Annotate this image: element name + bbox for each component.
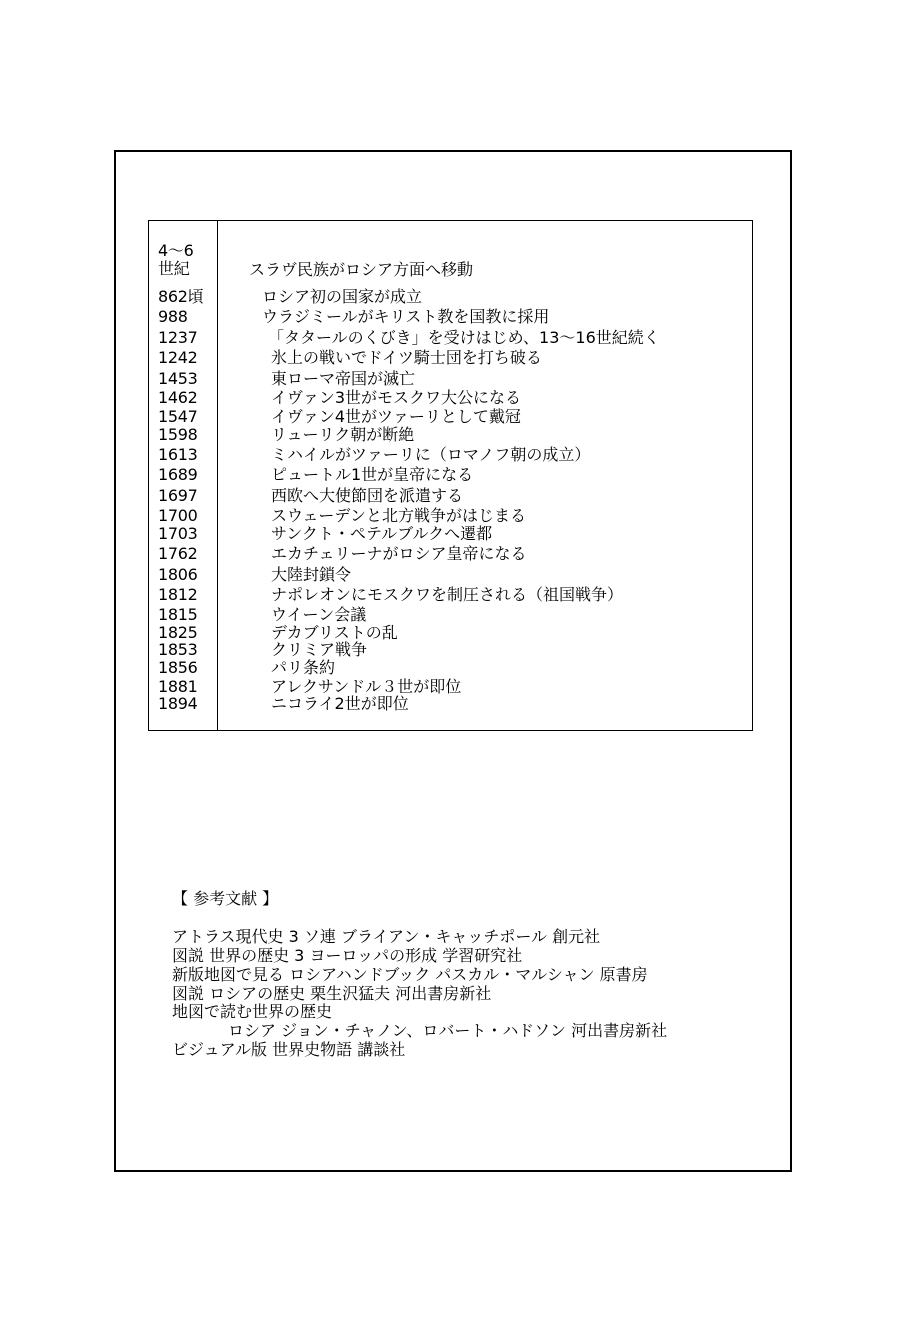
timeline-year: 1881: [158, 677, 198, 696]
timeline-year: 1806: [158, 565, 198, 584]
timeline-event: ウイーン会議: [271, 605, 367, 624]
timeline-event: デカブリストの乱: [271, 623, 398, 642]
timeline-event: 大陸封鎖令: [271, 565, 352, 584]
timeline-year-line: 世紀: [158, 259, 190, 278]
timeline-year: 1762: [158, 544, 198, 563]
references-heading: 【 参考文献 】: [172, 889, 279, 908]
timeline-event: イヴァン3世がモスクワ大公になる: [271, 388, 522, 407]
timeline-year: 1700: [158, 506, 198, 525]
timeline-year: 862頃: [158, 287, 204, 306]
timeline-year: 1453: [158, 369, 198, 388]
timeline-year: [158, 242, 193, 278]
reference-item: 図説 世界の歴史 3 ヨーロッパの形成 学習研究社: [172, 946, 523, 965]
timeline-event: ミハイルがツァーリに（ロマノフ朝の成立）: [271, 445, 591, 464]
timeline-column-divider: [217, 220, 218, 731]
timeline-year: 1894: [158, 694, 198, 713]
timeline-year: 1462: [158, 388, 198, 407]
timeline-event: アレクサンドル３世が即位: [271, 677, 462, 696]
reference-item: ロシア ジョン・チャノン、ロバート・ハドソン 河出書房新社: [228, 1021, 668, 1040]
timeline-event: ロシア初の国家が成立: [262, 287, 423, 306]
timeline-event: クリミア戦争: [271, 640, 368, 659]
timeline-year: 1237: [158, 328, 198, 347]
timeline-event: エカチェリーナがロシア皇帝になる: [271, 544, 527, 563]
timeline-year: 1689: [158, 465, 198, 484]
timeline-event: ウラジミールがキリスト教を国教に採用: [262, 307, 550, 326]
reference-item: ビジュアル版 世界史物語 講談社: [172, 1040, 406, 1059]
timeline-year: 1547: [158, 407, 198, 426]
timeline-event: スラヴ民族がロシア方面へ移動: [249, 260, 474, 279]
timeline-event: 東ローマ帝国が滅亡: [271, 369, 416, 388]
reference-item: 地図で読む世界の歴史: [172, 1002, 333, 1021]
timeline-year: 1697: [158, 486, 198, 505]
timeline-event: パリ条約: [271, 658, 336, 677]
timeline-event: 西欧へ大使節団を派遣する: [271, 486, 464, 505]
reference-item: 新版地図で見る ロシアハンドブック パスカル・マルシャン 原書房: [172, 965, 648, 984]
timeline-event: ナポレオンにモスクワを制圧される（祖国戦争）: [271, 585, 624, 604]
timeline-year: 1812: [158, 585, 198, 604]
reference-item: 図説 ロシアの歴史 栗生沢猛夫 河出書房新社: [172, 984, 492, 1003]
timeline-year: 1598: [158, 425, 198, 444]
timeline-year: 1825: [158, 623, 198, 642]
reference-item: アトラス現代史 3 ソ連 ブライアン・キャッチポール 創元社: [172, 927, 601, 946]
timeline-event: ピュートル1世が皇帝になる: [271, 465, 474, 484]
timeline-event: ニコライ2世が即位: [271, 694, 409, 713]
timeline-year: 1856: [158, 658, 198, 677]
timeline-event: 氷上の戦いでドイツ騎士団を打ち破る: [271, 348, 542, 367]
timeline-year: 1703: [158, 524, 198, 543]
timeline-year: 1242: [158, 348, 198, 367]
timeline-year: 1815: [158, 605, 198, 624]
timeline-year: 988: [158, 307, 188, 326]
timeline-year: 1613: [158, 445, 198, 464]
timeline-event: 「タタールのくびき」を受けはじめ、13～16世紀続く: [268, 328, 660, 347]
timeline-event: イヴァン4世がツァーリとして戴冠: [271, 407, 521, 426]
timeline-event: スウェーデンと北方戦争がはじまる: [271, 506, 527, 525]
timeline-year: 1853: [158, 640, 198, 659]
timeline-event: サンクト・ペテルブルクへ遷都: [271, 524, 493, 543]
timeline-year-line: 4～6: [158, 241, 194, 260]
timeline-event: リューリク朝が断絶: [271, 425, 415, 444]
